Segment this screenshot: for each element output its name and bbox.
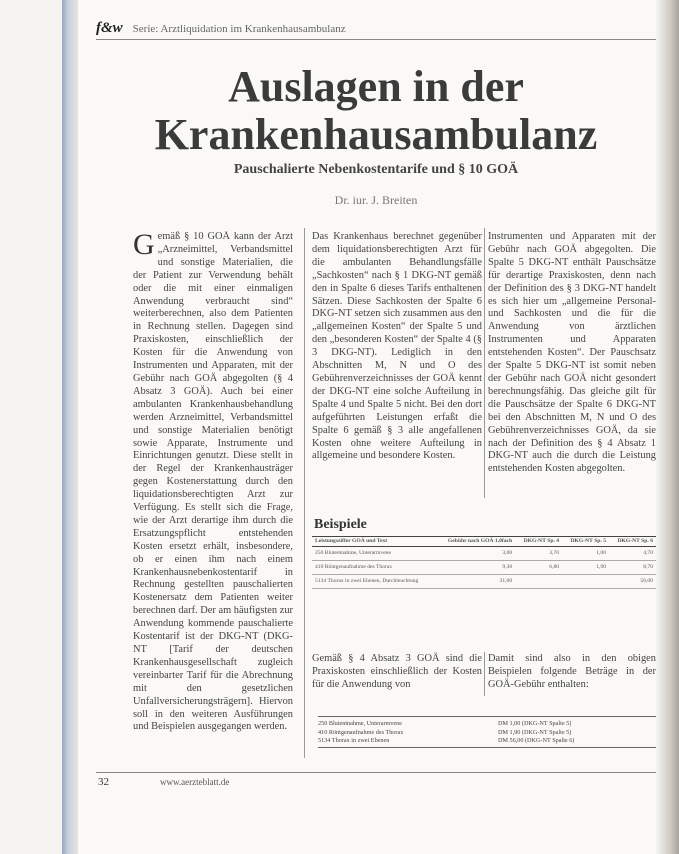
table-cell: 3,70 (515, 547, 562, 561)
text-column-1 (133, 231, 293, 753)
table-header-cell: DKG-NT Sp. 5 (570, 538, 607, 544)
column-3-text: Instrumenten und Apparaten mit der Gebühr nach GOÄ abgegolten. Die Spalte 5 DKG-NT enthält Pauschsätze für derartige Praxiskosten, denn nach der Definition des § 3 DKG-NT handelt es sich hier um „allgemeine Personal- und Sachkosten und die für die Anwendung von ärztlichen Instrumenten und Apparaten entstehenden Kosten“. Der Pauschsatz der Spalte 5 DKG-NT ist somit neben der Gebühr nach GOÄ nicht gesondert berechnungsfähig. Das gleiche gilt für die Pauschsätze der Spalte 6 DKG-NT bei den Abschnitten M, N und O des Gebührenverzeichnisses GOÄ, da sie nach der Definition des § 4 Absatz 1 DKG-NT auch die durch die Leistung entstehenden Kosten abgegolten. (488, 231, 656, 475)
footer-rule (96, 772, 656, 773)
calc-item: 5134 Thorax in zwei Ebenen (318, 737, 390, 745)
table-header-cell: Leistungsziffer GOÄ und Text (315, 538, 388, 544)
column-2-text: Das Krankenhaus berechnet gegenüber dem liquidationsberechtigten Arzt für die ambulanten Behandlungsfälle „Sachkosten“ nach § 1 DKG-NT gemäß den in Spalte 6 dieses Tarifs enthaltenen Sätzen. Diese Sachkosten der Spalte 6 DKG-NT setzen sich zusammen aus den „allgemeinen Kosten“ der Spalte 5 und den „besonderen Kosten“ der Spalte 4 (§ 3 DKG-NT). Lediglich in den Abschnitten M, N und O des Gebührenverzeichnisses der GOÄ kennt der DKG-NT eine solche Aufteilung in Spalte 4 und Spalte 5 nicht. Bei den dort aufgeführten Leistungen erfaßt die Spalte 6 gemäß § 3 alle angefallenen Kosten ohne weitere Aufteilung in allgemeine und besondere Kosten. (312, 231, 482, 462)
lower-text-column-3: Damit sind also in den obigen Beispielen folgende Beträge in der GOÄ-Gebühr enthalten: (488, 653, 656, 690)
calc-box-top-rule (318, 716, 656, 717)
table-row (312, 561, 656, 575)
page-edge (657, 0, 679, 854)
calc-item: 410 Röntgenaufnahme des Thorax (318, 728, 404, 736)
drop-cap: G (133, 231, 155, 261)
column-divider (304, 228, 305, 758)
page-number: 32 (98, 776, 109, 788)
article-subtitle: Pauschalierte Nebenkostentarife und § 10 GOÄ (233, 162, 519, 177)
table-cell (515, 575, 562, 589)
table-cell: 1,90 (562, 561, 609, 575)
magazine-logo: f&w (96, 20, 123, 36)
header-rule (96, 39, 656, 40)
table-cell: 4,70 (609, 547, 656, 561)
series-header (96, 20, 346, 37)
table-cell: 410 Röntgenaufnahme des Thorax (312, 561, 436, 575)
table-header-row (312, 537, 656, 547)
calc-item: 250 Blutentnahme, Unterarmvene (318, 720, 403, 727)
table-cell: 8,70 (609, 561, 656, 575)
table-cell: 3,00 (436, 547, 515, 561)
table-cell: 1,00 (562, 547, 609, 561)
table-cell: 31,00 (436, 575, 515, 589)
column-divider (484, 228, 485, 498)
book-spine (62, 0, 78, 854)
column-divider (484, 652, 485, 696)
article-author: Dr. iur. J. Breiten (334, 193, 418, 207)
table-header-cell: DKG-NT Sp. 6 (617, 538, 653, 544)
table-cell: 250 Blutentnahme, Unterarmvene (312, 547, 436, 561)
table-cell (562, 575, 609, 589)
table-header-cell: Gebühr nach GOÄ 1,0fach (447, 538, 513, 544)
article-title-line1: Auslagen in der (228, 62, 524, 111)
lower-text-column-2: Gemäß § 4 Absatz 3 GOÄ sind die Praxiskosten einschließlich der Kosten für die Anwendung von (312, 653, 482, 690)
table-cell: 6,80 (515, 561, 562, 575)
website-label: www.aerzteblatt.de (160, 777, 230, 787)
text-column-2 (312, 231, 482, 495)
examples-table (312, 536, 656, 636)
table-cell: 5134 Thorax in zwei Ebenen, Durchleuchtung (312, 575, 436, 589)
table-cell: 56,00 (609, 575, 656, 589)
calc-right-list (498, 720, 656, 746)
calc-left-list (318, 720, 490, 746)
calc-box-bottom-rule (318, 747, 656, 748)
calc-amount: DM 56,00 (DKG-NT Spalte 6) (498, 737, 575, 745)
table-cell: 9,30 (436, 561, 515, 575)
table-header-cell: DKG-NT Sp. 4 (523, 538, 560, 544)
calc-amount: DM 1,90 (DKG-NT Spalte 5) (498, 728, 572, 736)
text-column-3 (488, 231, 656, 495)
article-title-line2: Krankenhausambulanz (154, 110, 598, 159)
examples-heading: Beispiele (314, 517, 367, 532)
table-row (312, 547, 656, 561)
examples-grid (312, 536, 656, 589)
table-row (312, 575, 656, 589)
calc-amount: DM 1,00 (DKG-NT Spalte 5) (498, 720, 572, 727)
column-1-text: emäß § 10 GOÄ kann der Arzt „Arzneimittel, Verbandsmittel und sonstige Materialien, die der Patient zur Verwendung behält oder die mit einer einmaligen Anwendung verbraucht sind“ weiterberechnen, also dem Patienten in Rechnung stellen. Dagegen sind Praxiskosten, einschließlich der Kosten für die Anwendung von Instrumenten und Apparaten, mit der Gebühr nach GOÄ abgegolten (§ 4 Absatz 3 GOÄ). Auch bei einer ambulanten Krankenhausbehandlung werden Arzneimittel, Verbandsmittel und sonstige Materialien benötigt sowie Apparate, Instrumente und Einrichtungen genutzt. Diese stellt in der Regel der Krankenhausträger gegen Kostenerstattung durch den liquidationsberechtigten Arzt zur Verfügung. Es stellt sich die Frage, wie der Arzt derartige ihm durch die Ersatzungspflicht entstehenden Kosten ersetzt erhält, insbesondere, ob er einen ihm nach einem Krankenhausnebenkostentarif in Rechnung gestellten pauschalierten Kostenersatz dem Patienten weiter berechnen darf. Der am häufigsten zur Anwendung kommende pauschalierte Kostentarif ist der DKG-NT (DKG-NT [Tarif der deutschen Krankenhausgesellschaft zugleich vereinbarter Tarif für die Abrechnung mit den gesetzlichen Unfallversicherungsträgern]. Hiervon soll in den weiteren Ausführungen und Beispielen ausgegangen werden. (133, 231, 293, 733)
series-label: Serie: Arztliquidation im Krankenhausambulanz (132, 22, 346, 35)
